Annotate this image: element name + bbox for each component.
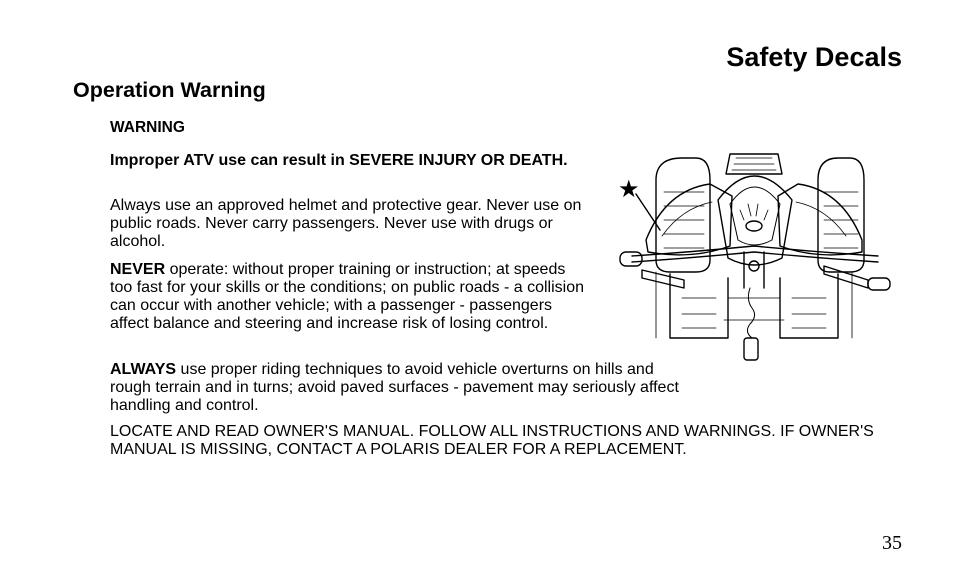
headlight-icon xyxy=(746,221,762,231)
warning-paragraph-always xyxy=(110,361,690,415)
warning-label: WARNING xyxy=(110,119,185,136)
atv-illustration xyxy=(612,148,898,368)
warning-headline: Improper ATV use can result in SEVERE INJURY OR DEATH. xyxy=(110,152,568,169)
decal-location-star-icon: ★ xyxy=(618,175,640,203)
tether-cord xyxy=(747,288,754,338)
page-title: Safety Decals xyxy=(726,42,902,72)
right-fender xyxy=(778,184,862,255)
never-text: operate: without proper training or instruction; at speeds too fast for your skills or the conditions; on public roads - a collision can occur with another vehicle; with a passenger - passengers affect balance and steering and increase risk of losing control. xyxy=(110,261,585,332)
left-fender xyxy=(646,184,732,255)
warning-paragraph-owners-manual: LOCATE AND READ OWNER'S MANUAL. FOLLOW ALL INSTRUCTIONS AND WARNINGS. IF OWNER'S MANUAL IS MISSING, CONTACT A POLARIS DEALER FOR A REPLACEMENT. xyxy=(110,423,874,458)
always-lead: ALWAYS xyxy=(110,361,177,378)
brake-lever xyxy=(642,270,684,288)
section-title: Operation Warning xyxy=(73,78,266,102)
page-number: 35 xyxy=(882,532,902,554)
warning-paragraph-never xyxy=(110,261,585,333)
warning-paragraph-protective-gear: Always use an approved helmet and protective gear. Never use on public roads. Never carry passengers. Never use with drugs or alcohol. xyxy=(110,197,582,250)
left-grip xyxy=(620,252,642,266)
right-grip xyxy=(868,278,890,290)
never-lead: NEVER xyxy=(110,261,166,278)
always-text: use proper riding techniques to avoid vehicle overturns on hills and rough terrain and in turns; avoid paved surfaces - pavement may seriously affect handling and control. xyxy=(110,361,679,414)
key-icon xyxy=(744,338,758,360)
